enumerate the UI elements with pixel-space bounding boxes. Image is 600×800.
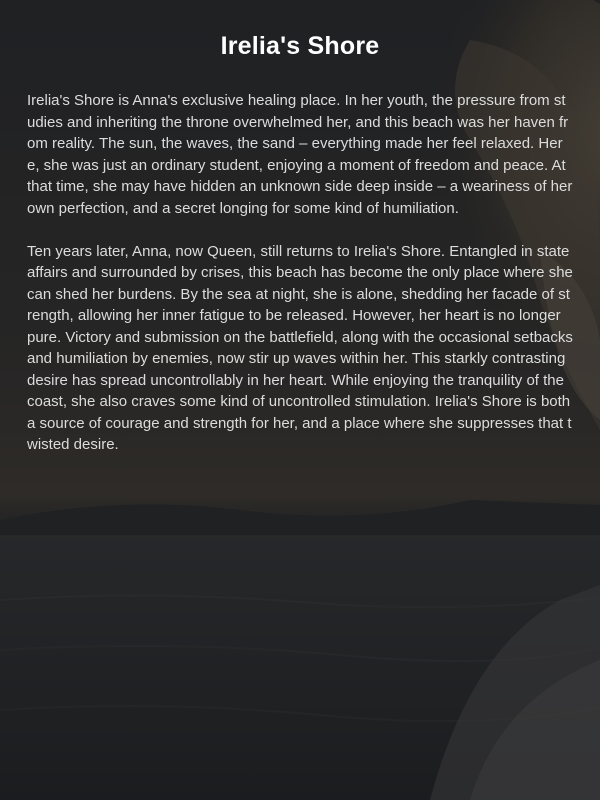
paragraph-2: Ten years later, Anna, now Queen, still returns to Irelia's Shore. Entangled in state affairs and surrounded by crises, this beach has become the only place where she can shed her burdens. By the sea at night, she is alone, shedding her facade of strength, allowing her inner fatigue to be released. However, her heart is no longer pure. Victory and submission on the battlefield, along with the occasional setbacks and humiliation by enemies, now stir up waves within her. This starkly contrasting desire has spread uncontrollably in her heart. While enjoying the tranquility of the coast, she also craves some kind of uncontrolled stimulation. Irelia's Shore is both a source of courage and strength for her, and a place where she suppresses that twisted desire. [27,242,573,453]
paragraph-1: Irelia's Shore is Anna's exclusive healing place. In her youth, the pressure from studies and inheriting the throne overwhelmed her, and this beach was her haven from reality. The sun, the waves, the sand – everything made her feel relaxed. Here, she was just an ordinary student, enjoying a moment of freedom and peace. At that time, she may have hidden an unknown side deep inside – a weariness of her own perfection, and a secret longing for some kind of humiliation. [27,92,573,217]
document-body [27,90,573,456]
page-title: Irelia's Shore [220,32,380,60]
